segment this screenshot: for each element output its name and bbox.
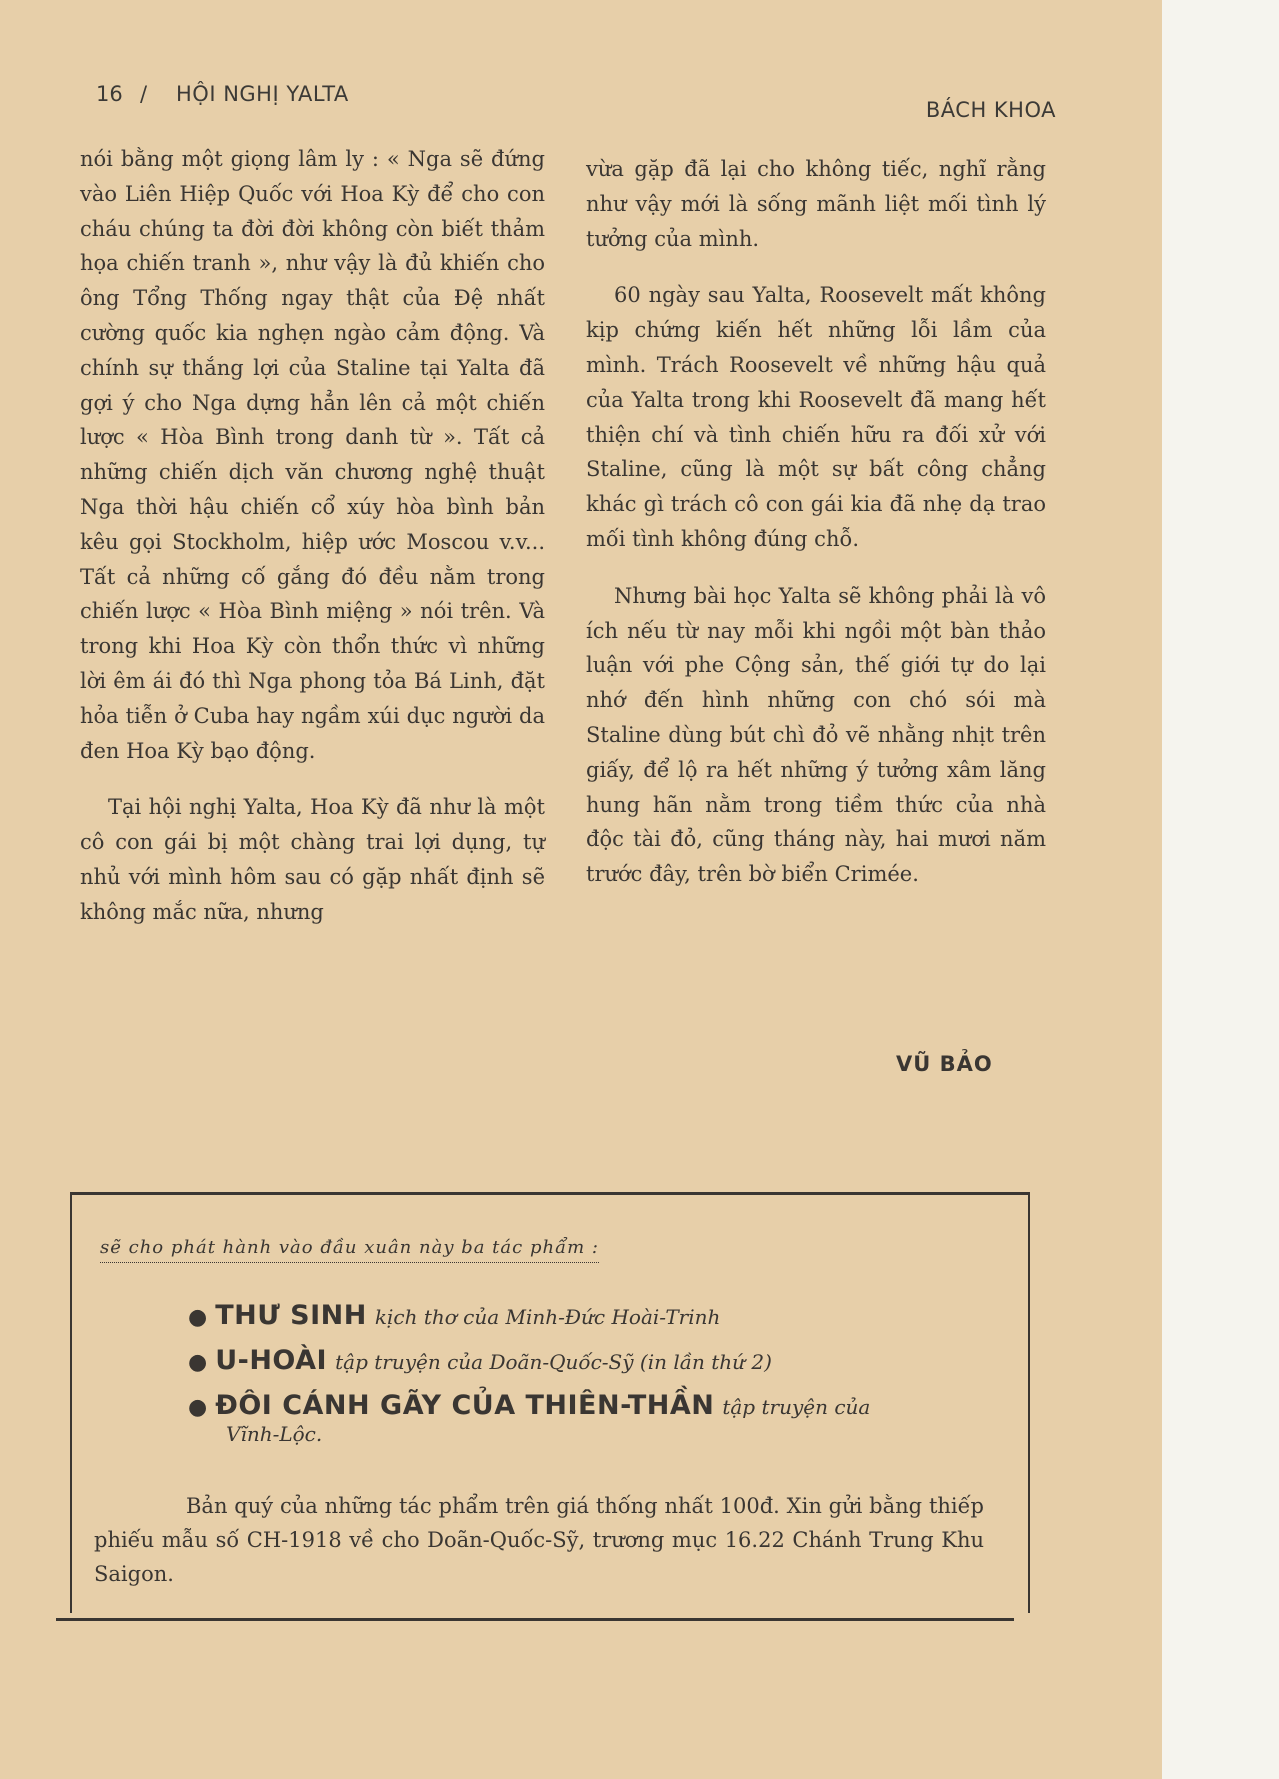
book-title: U-HOÀI (215, 1345, 328, 1376)
book-description-continued: Vĩnh-Lộc. (226, 1422, 323, 1446)
paragraph: 60 ngày sau Yalta, Roosevelt mất không kịp chứng kiến hết những lỗi lầm của mình. Trách Roosevelt về những hậu quả của Yalta trong khi Roosevelt đã mang hết thiện chí và tình chiến hữu ra đối xử với Staline, cũng là một sự bất công chẳng khác gì trách cô con gái kia đã nhẹ dạ trao mối tình không đúng chỗ. (586, 283, 1046, 551)
scan-background (1162, 0, 1279, 1779)
running-title: HỘI NGHỊ YALTA (176, 82, 349, 106)
right-column (586, 152, 1046, 892)
author-signature: VŨ BẢO (896, 1052, 993, 1076)
advertisement-bottom-rule (56, 1618, 1014, 1621)
paragraph: nói bằng một giọng lâm ly : « Nga sẽ đứng vào Liên Hiệp Quốc với Hoa Kỳ để cho con cháu chúng ta đời đời không còn biết thảm họa chiến tranh », như vậy là đủ khiến cho ông Tổng Thống ngay thật của Đệ nhất cường quốc kia nghẹn ngào cảm động. Và chính sự thắng lợi của Staline tại Yalta đã gợi ý cho Nga dựng hẳn lên cả một chiến lược « Hòa Bình trong danh từ ». Tất cả những chiến dịch văn chương nghệ thuật Nga thời hậu chiến cổ xúy hòa bình bản kêu gọi Stockholm, hiệp ước Moscou v.v... Tất cả những cố gắng đó đều nằm trong chiến lược « Hòa Bình miệng » nói trên. Và trong khi Hoa Kỳ còn thổn thức vì những lời êm ái đó thì Nga phong tỏa Bá Linh, đặt hỏa tiễn ở Cuba hay ngầm xúi dục người da đen Hoa Kỳ bạo động. (80, 147, 545, 763)
bullet-icon: ● (188, 1395, 208, 1420)
book-title: ĐÔI CÁNH GÃY CỦA THIÊN-THẦN (215, 1390, 715, 1421)
bullet-icon: ● (188, 1350, 208, 1375)
header-separator: / (140, 82, 148, 106)
left-column (80, 142, 545, 930)
page-number: 16 (96, 82, 123, 106)
paragraph: vừa gặp đã lại cho không tiếc, nghĩ rằng như vậy mới là sống mãnh liệt mối tình lý tưởng của mình. (586, 157, 1046, 251)
book-description: kịch thơ của Minh-Đức Hoài-Trinh (374, 1305, 721, 1329)
book-description: tập truyện của (722, 1395, 871, 1419)
book-listing (188, 1300, 720, 1331)
bullet-icon: ● (188, 1305, 208, 1330)
book-description: tập truyện của Doãn-Quốc-Sỹ (in lần thứ 2) (335, 1350, 772, 1374)
advertisement-note: Bản quý của những tác phẩm trên giá thống nhất 100đ. Xin gửi bằng thiếp phiếu mẫu số CH-1918 về cho Doãn-Quốc-Sỹ, trương mục 16.22 Chánh Trung Khu Saigon. (94, 1494, 984, 1586)
book-listing (188, 1345, 772, 1376)
page-header (96, 78, 1056, 122)
book-listing (188, 1390, 870, 1421)
book-title: THƯ SINH (215, 1300, 367, 1331)
paragraph: Nhưng bài học Yalta sẽ không phải là vô ích nếu từ nay mỗi khi ngồi một bàn thảo luận với phe Cộng sản, thế giới tự do lại nhớ đến hình những con chó sói mà Staline dùng bút chì đỏ vẽ nhằng nhịt trên giấy, để lộ ra hết những ý tưởng xâm lăng hung hãn nằm trong tiềm thức của nhà độc tài đỏ, cũng tháng này, hai mươi năm trước đây, trên bờ biển Crimée. (586, 583, 1046, 887)
advertisement-intro: sẽ cho phát hành vào đầu xuân này ba tác phẩm : (100, 1237, 599, 1263)
paragraph: Tại hội nghị Yalta, Hoa Kỳ đã như là một cô con gái bị một chàng trai lợi dụng, tự nhủ với mình hôm sau có gặp nhất định sẽ không mắc nữa, nhưng (80, 795, 545, 924)
magazine-name: BÁCH KHOA (925, 98, 1056, 122)
